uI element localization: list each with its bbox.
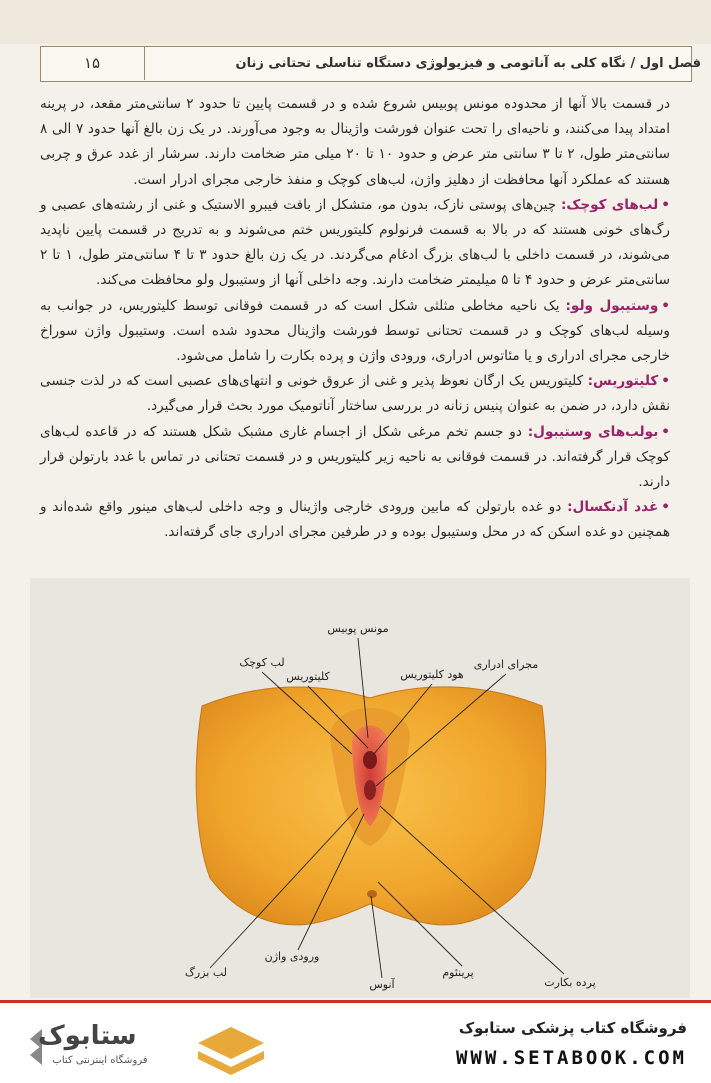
store-name: فروشگاه کتاب پزشکی ستابوک — [458, 1019, 687, 1037]
section-term: بولب‌های وستیبول: — [527, 423, 659, 440]
section-text: دو غده بارتولن که مابین ورودی خارجی واژینال و وجه داخلی لب‌های مینور واقع شده‌اند و همچنین دو غده اسکن که در محل وستیبول بوده و در طرفین مجرای ادراری جای گرفته‌اند. — [40, 499, 670, 541]
label-labia-majora: لب بزرگ — [185, 966, 227, 979]
section-vestibular-bulbs — [40, 420, 670, 496]
label-clitoral-hood: هود کلیتوریس — [400, 668, 464, 681]
anatomy-figure — [30, 578, 690, 998]
section-term: وستیبول ولو: — [565, 297, 659, 314]
page-number: ۱۵ — [40, 46, 145, 80]
label-vaginal-opening: ورودی واژن — [264, 950, 320, 963]
bullet-icon: • — [661, 196, 670, 213]
section-labia-minora — [40, 193, 670, 294]
book-badge-icon — [196, 1025, 266, 1079]
section-term: غدد آدنکسال: — [567, 499, 659, 516]
section-text: کلیتوریس یک ارگان نعوظ پذیر و غنی از عروق خونی و انتهای‌های عصبی است که در لذت جنسی نقش دارد، در ضمن به عنوان پنیس زنانه در بررسی ساختار آناتومیک مورد بحث قرار می‌گیرد. — [40, 373, 670, 415]
pelvis-illustration — [196, 687, 546, 925]
label-labia-minora: لب کوچک — [239, 656, 285, 669]
section-adnexal-glands — [40, 495, 670, 545]
section-text: دو جسم تخم مرغی شکل از اجسام غاری مشبک شکل هستند که در قاعده لب‌های کوچک قرار گرفته‌اند. در قسمت فوقانی به ناحیه زیر کلیتوریس و در قسمت تحتانی در تماس با غدد بارتولن قرار دارند. — [40, 423, 670, 491]
body-text — [40, 92, 670, 546]
section-vestibule — [40, 294, 670, 370]
section-clitoris — [40, 369, 670, 419]
page-top-band — [0, 0, 711, 44]
bullet-icon: • — [661, 373, 670, 390]
chapter-title: فصل اول / نگاه کلی به آناتومی و فیزیولوژی دستگاه تناسلی تحتانی زنان — [235, 55, 701, 71]
label-urethra: مجرای ادراری — [473, 658, 539, 671]
section-term: کلیتوریس: — [587, 373, 659, 390]
logo-text: ستابوک — [38, 1021, 137, 1051]
section-text: یک ناحیه مخاطی مثلثی شکل است که در قسمت فوقانی توسط کلیتوریس، در جوانب به وسیله لب‌های کوچک و در قسمت تحتانی توسط فورشت واژینال محدود شده است. وستیبول واژن سوراخ خارجی مجرای ادراری و یا مئاتوس ادراری، ورودی واژن و پرده بکارت را شامل می‌شود. — [40, 297, 670, 365]
section-text: چین‌های پوستی نازک، بدون مو، متشکل از بافت فیبرو الاستیک و غنی از رشته‌های عصبی و رگ‌های خونی هستند که در بالا به قسمت فرنولوم کلیتوریس ختم می‌شوند و به تدریج در قسمت پایین ناپدید می‌شوند، در قسمت داخلی با لب‌های بزرگ ادغام می‌گردند. در یک زن بالغ حدود ۳ تا ۴ سانتی‌متر طول، ۱ تا ۲ سانتی‌متر عرض و حدود ۴ تا ۵ میلیمتر ضخامت دارند. وجه داخلی آنها از وستیبول ولو محافظت می‌کند. — [40, 196, 671, 289]
label-perineum: پرینئوم — [442, 966, 474, 979]
label-clitoris: کلیتوریس — [286, 670, 330, 683]
label-mons-pubis: مونس پوبیس — [327, 622, 389, 635]
bullet-icon: • — [661, 297, 670, 314]
label-anus: آنوس — [369, 978, 395, 991]
footer — [0, 1000, 711, 1083]
intro-paragraph: در قسمت بالا آنها از محدوده مونس پوبیس شروع شده و در قسمت پایین تا حدود ۲ سانتی‌متر مقعد، در پرینه امتداد پیدا می‌کنند، و ناحیه‌ای را تحت عنوان فورشت واژینال به وجود می‌آورند. در یک زن بالغ آنها حدود ۷ الی ۸ سانتی‌متر طول، ۲ تا ۳ سانتی متر عرض و حدود ۱۰ تا ۲۰ میلی متر ضخامت دارند. سرشار از غدد عرق و چربی هستند که عملکرد آنها محافظت از دهلیز واژن، لب‌های کوچک و منفذ خارجی مجرای ادرار است. — [40, 96, 671, 188]
label-hymen: پرده بکارت — [544, 976, 596, 989]
bullet-icon: • — [661, 423, 670, 440]
store-url[interactable]: WWW.SETABOOK.COM — [455, 1047, 687, 1069]
bullet-icon: • — [661, 499, 670, 516]
section-term: لب‌های کوچک: — [560, 196, 659, 213]
logo-subtitle: فروشگاه اینترنتی کتاب — [52, 1055, 148, 1066]
